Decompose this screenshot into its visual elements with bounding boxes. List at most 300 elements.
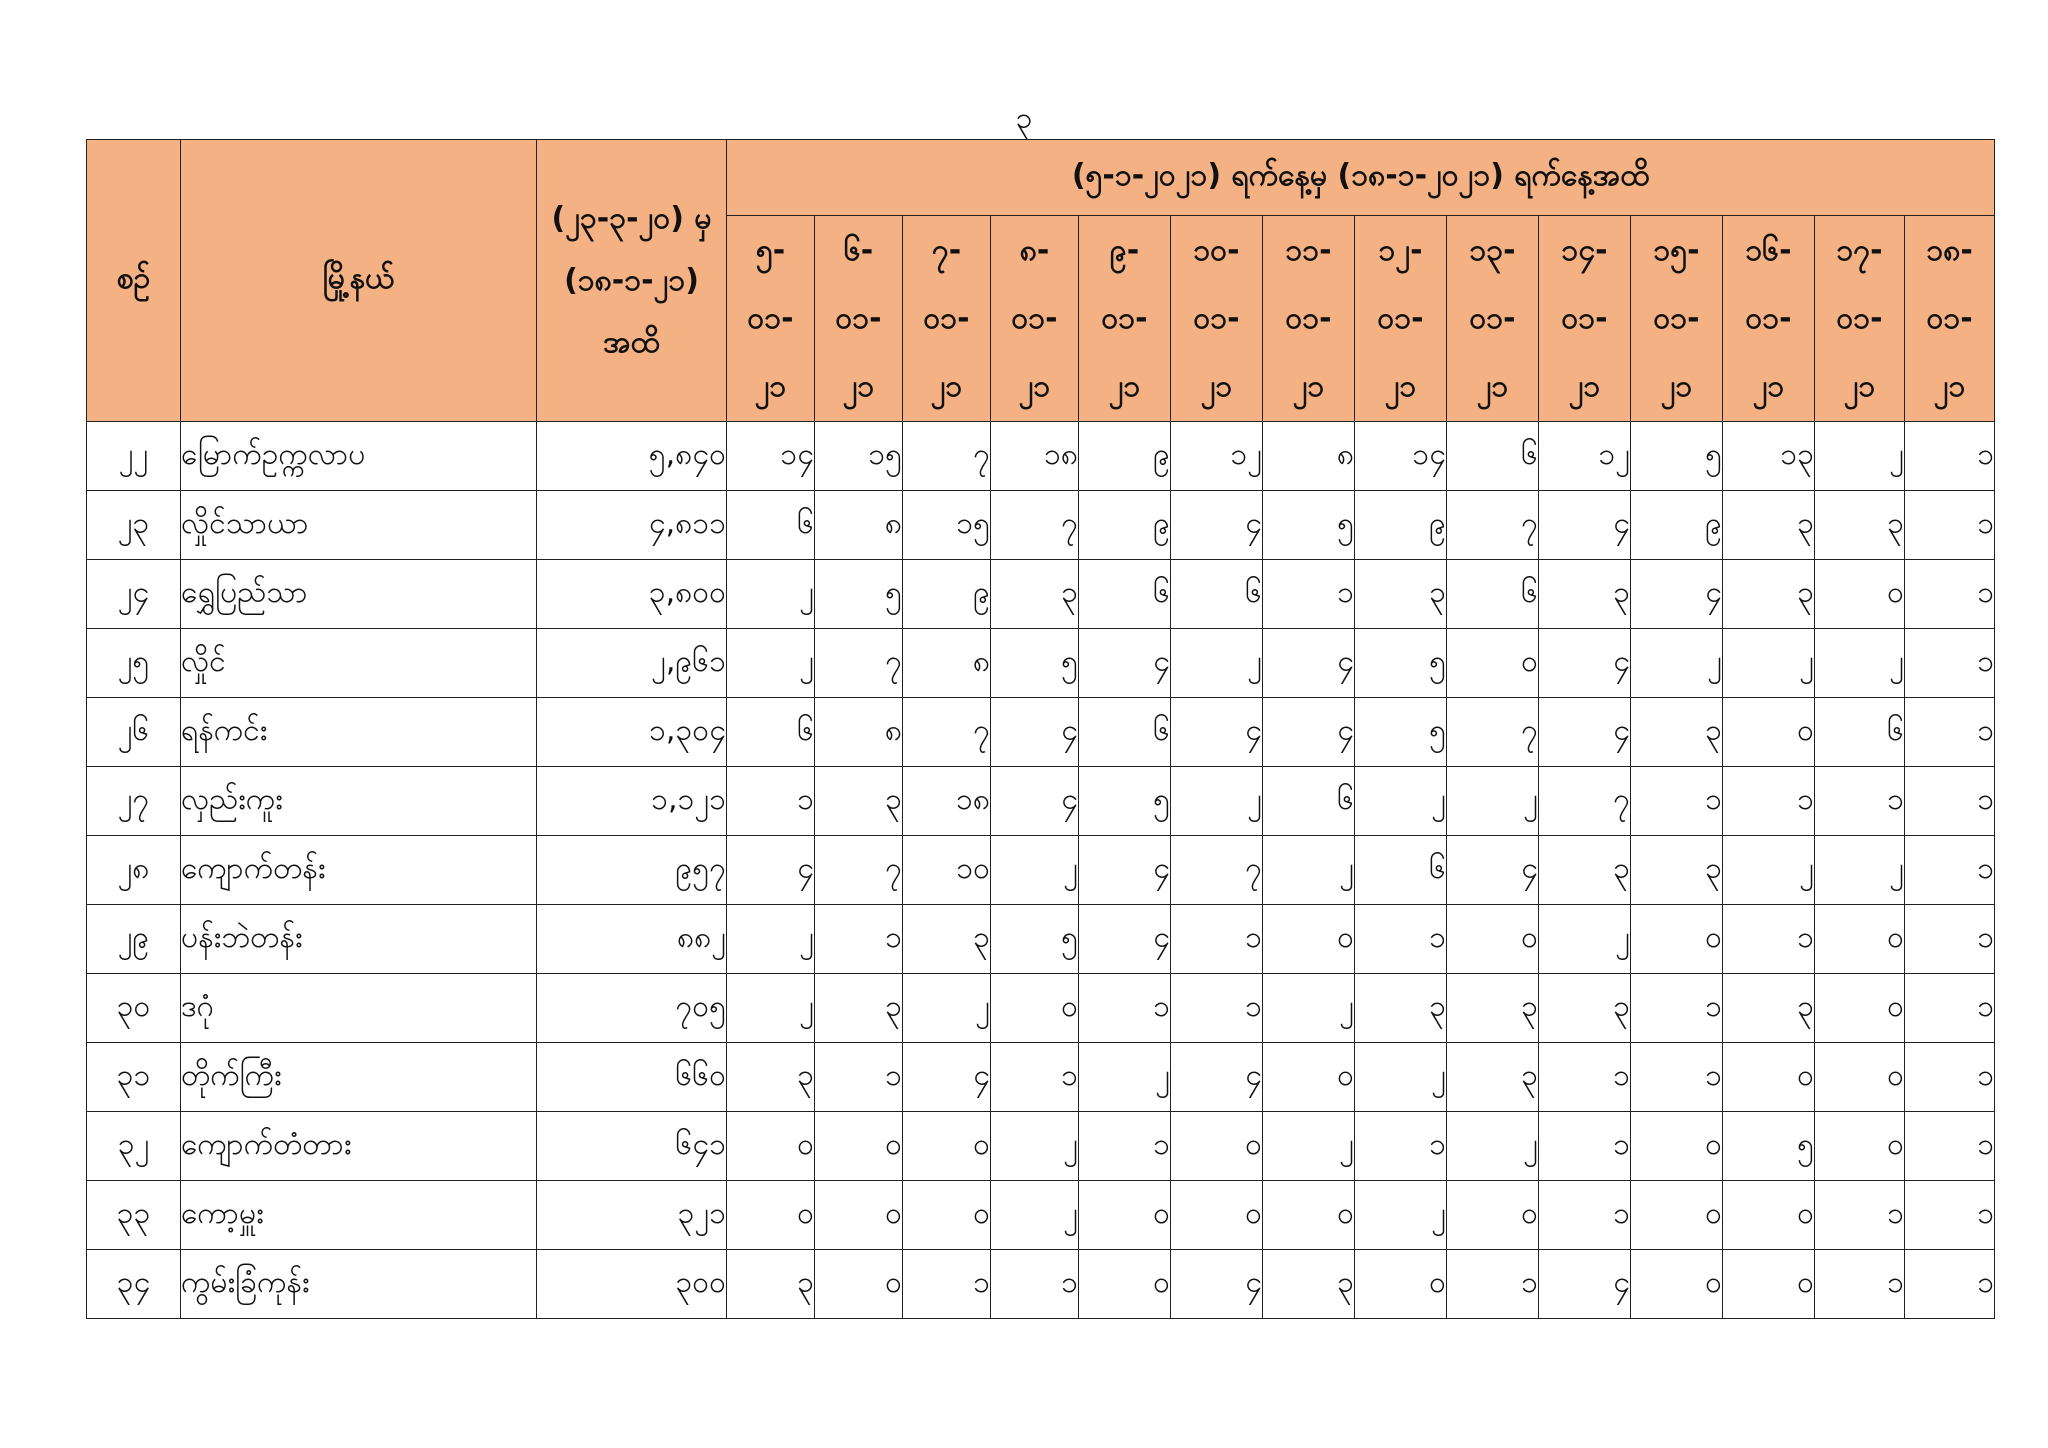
row-daily-value: ၀ bbox=[727, 1181, 815, 1250]
row-daily-value: ၇ bbox=[1539, 767, 1631, 836]
row-daily-value: ၂ bbox=[727, 560, 815, 629]
row-daily-value: ၃ bbox=[903, 905, 991, 974]
row-daily-value: ၀ bbox=[1723, 1181, 1815, 1250]
row-daily-value: ၁ bbox=[727, 767, 815, 836]
row-daily-value: ၃ bbox=[1815, 491, 1905, 560]
row-daily-value: ၀ bbox=[1631, 1112, 1723, 1181]
row-daily-value: ၁၄ bbox=[1355, 422, 1447, 491]
row-daily-value: ၇ bbox=[1447, 698, 1539, 767]
row-daily-value: ၀ bbox=[1723, 698, 1815, 767]
row-daily-value: ၄ bbox=[1171, 1043, 1263, 1112]
row-daily-value: ၅ bbox=[991, 629, 1079, 698]
header-date-part: ၂၁ bbox=[1384, 368, 1417, 404]
row-daily-value: ၃ bbox=[1539, 974, 1631, 1043]
header-date-part: ၀၁- bbox=[1101, 300, 1148, 336]
row-daily-value: ၃ bbox=[815, 767, 903, 836]
row-serial: ၂၈ bbox=[87, 836, 181, 905]
row-daily-value: ၄ bbox=[1171, 491, 1263, 560]
header-date-part: ၇- bbox=[931, 232, 962, 268]
row-daily-value: ၄ bbox=[903, 1043, 991, 1112]
row-daily-value: ၆ bbox=[1815, 698, 1905, 767]
row-total: ၉၅၇ bbox=[537, 836, 727, 905]
header-total-line1: (၂၃-၃-၂၀) မှ bbox=[551, 200, 712, 236]
row-daily-value: ၁ bbox=[991, 1043, 1079, 1112]
header-date-part: ၁၇- bbox=[1836, 232, 1883, 268]
row-daily-value: ၀ bbox=[1079, 1250, 1171, 1319]
row-daily-value: ၁ bbox=[1539, 1043, 1631, 1112]
row-daily-value: ၅ bbox=[1723, 1112, 1815, 1181]
row-total: ၄,၈၁၁ bbox=[537, 491, 727, 560]
row-daily-value: ၉ bbox=[903, 560, 991, 629]
row-daily-value: ၅ bbox=[1355, 629, 1447, 698]
row-daily-value: ၀ bbox=[1815, 905, 1905, 974]
row-daily-value: ၂ bbox=[991, 836, 1079, 905]
row-daily-value: ၀ bbox=[1171, 1181, 1263, 1250]
table-row bbox=[87, 1112, 1995, 1181]
row-daily-value: ၂ bbox=[991, 1112, 1079, 1181]
row-daily-value: ၃ bbox=[727, 1250, 815, 1319]
row-serial: ၂၉ bbox=[87, 905, 181, 974]
row-daily-value: ၀ bbox=[1447, 1181, 1539, 1250]
row-daily-value: ၀ bbox=[991, 974, 1079, 1043]
row-total: ၁,၁၂၁ bbox=[537, 767, 727, 836]
header-date bbox=[1539, 216, 1631, 422]
row-township: မြောက်ဥက္ကလာပ bbox=[181, 422, 537, 491]
row-daily-value: ၉ bbox=[1631, 491, 1723, 560]
row-daily-value: ၄ bbox=[727, 836, 815, 905]
table-row bbox=[87, 560, 1995, 629]
row-daily-value: ၀ bbox=[1815, 974, 1905, 1043]
row-daily-value: ၄ bbox=[991, 767, 1079, 836]
table-body bbox=[87, 422, 1995, 1319]
row-township: ကော့မှူး bbox=[181, 1181, 537, 1250]
header-date bbox=[903, 216, 991, 422]
row-daily-value: ၂ bbox=[1263, 836, 1355, 905]
row-daily-value: ၈ bbox=[903, 629, 991, 698]
row-daily-value: ၁ bbox=[1905, 767, 1995, 836]
header-date-part: ၉- bbox=[1109, 232, 1140, 268]
row-daily-value: ၁ bbox=[1815, 767, 1905, 836]
row-daily-value: ၃ bbox=[1539, 560, 1631, 629]
row-daily-value: ၃ bbox=[1447, 1043, 1539, 1112]
row-daily-value: ၁ bbox=[1355, 905, 1447, 974]
row-daily-value: ၁ bbox=[1905, 905, 1995, 974]
row-daily-value: ၃ bbox=[1631, 836, 1723, 905]
row-daily-value: ၁ bbox=[1079, 974, 1171, 1043]
row-daily-value: ၂ bbox=[1355, 1043, 1447, 1112]
row-daily-value: ၁ bbox=[1631, 1043, 1723, 1112]
row-daily-value: ၁၈ bbox=[991, 422, 1079, 491]
header-date bbox=[1355, 216, 1447, 422]
row-daily-value: ၄ bbox=[1539, 491, 1631, 560]
page-number: ၃ bbox=[1015, 101, 1033, 136]
row-daily-value: ၉ bbox=[1079, 491, 1171, 560]
row-daily-value: ၁ bbox=[1905, 629, 1995, 698]
header-date-part: ၀၁- bbox=[1653, 300, 1700, 336]
header-date-part: ၁၆- bbox=[1745, 232, 1792, 268]
row-daily-value: ၆ bbox=[1355, 836, 1447, 905]
row-daily-value: ၉ bbox=[1079, 422, 1171, 491]
header-date-part: ၂၁ bbox=[1200, 368, 1233, 404]
row-daily-value: ၁ bbox=[1905, 1043, 1995, 1112]
table-row bbox=[87, 698, 1995, 767]
row-daily-value: ၁ bbox=[1723, 905, 1815, 974]
row-daily-value: ၀ bbox=[727, 1112, 815, 1181]
row-daily-value: ၅ bbox=[815, 560, 903, 629]
row-daily-value: ၂ bbox=[1723, 629, 1815, 698]
row-daily-value: ၁ bbox=[815, 1043, 903, 1112]
row-daily-value: ၃ bbox=[1723, 491, 1815, 560]
row-daily-value: ၀ bbox=[1263, 1043, 1355, 1112]
row-daily-value: ၁ bbox=[903, 1250, 991, 1319]
table-row bbox=[87, 491, 1995, 560]
row-serial: ၃၁ bbox=[87, 1043, 181, 1112]
row-total: ၆၆၀ bbox=[537, 1043, 727, 1112]
row-daily-value: ၄ bbox=[991, 698, 1079, 767]
header-date-part: ၀၁- bbox=[1469, 300, 1516, 336]
header-date-part: ၂၁ bbox=[754, 368, 787, 404]
row-daily-value: ၄ bbox=[1539, 1250, 1631, 1319]
header-serial: စဉ် bbox=[87, 140, 181, 422]
row-daily-value: ၁၂ bbox=[1171, 422, 1263, 491]
row-daily-value: ၄ bbox=[1539, 698, 1631, 767]
row-daily-value: ၀ bbox=[1631, 1250, 1723, 1319]
row-township: ဒဂုံ bbox=[181, 974, 537, 1043]
row-daily-value: ၅ bbox=[1079, 767, 1171, 836]
row-serial: ၃၂ bbox=[87, 1112, 181, 1181]
row-daily-value: ၀ bbox=[1815, 1043, 1905, 1112]
row-township: ကျောက်တန်း bbox=[181, 836, 537, 905]
header-date-part: ၀၁- bbox=[1561, 300, 1608, 336]
row-daily-value: ၆ bbox=[1079, 560, 1171, 629]
row-daily-value: ၈ bbox=[815, 491, 903, 560]
row-daily-value: ၃ bbox=[1631, 698, 1723, 767]
row-daily-value: ၂ bbox=[1263, 1112, 1355, 1181]
row-total: ၅,၈၄၀ bbox=[537, 422, 727, 491]
row-daily-value: ၁ bbox=[1905, 698, 1995, 767]
header-date-range: (၅-၁-၂၀၂၁) ရက်နေ့မှ (၁၈-၁-၂၀၂၁) ရက်နေ့အထိ bbox=[727, 140, 1995, 216]
row-daily-value: ၂ bbox=[1447, 1112, 1539, 1181]
row-daily-value: ၂ bbox=[727, 629, 815, 698]
row-daily-value: ၄ bbox=[1447, 836, 1539, 905]
row-daily-value: ၅ bbox=[1263, 491, 1355, 560]
row-daily-value: ၁ bbox=[1905, 1250, 1995, 1319]
row-daily-value: ၁ bbox=[991, 1250, 1079, 1319]
row-daily-value: ၂ bbox=[1263, 974, 1355, 1043]
header-date-part: ၀၁- bbox=[1193, 300, 1240, 336]
header-date-part: ၂၁ bbox=[842, 368, 875, 404]
row-total: ၇၀၅ bbox=[537, 974, 727, 1043]
row-daily-value: ၂ bbox=[991, 1181, 1079, 1250]
header-date bbox=[727, 216, 815, 422]
row-daily-value: ၅ bbox=[1631, 422, 1723, 491]
row-daily-value: ၁ bbox=[1631, 767, 1723, 836]
header-date-part: ၅- bbox=[755, 232, 786, 268]
row-township: ကွမ်းခြံကုန်း bbox=[181, 1250, 537, 1319]
row-daily-value: ၁ bbox=[1355, 1112, 1447, 1181]
row-daily-value: ၂ bbox=[903, 974, 991, 1043]
row-daily-value: ၀ bbox=[1171, 1112, 1263, 1181]
row-daily-value: ၆ bbox=[1079, 698, 1171, 767]
header-date-part: ၁၀- bbox=[1193, 232, 1240, 268]
row-township: ကျောက်တံတား bbox=[181, 1112, 537, 1181]
row-daily-value: ၀ bbox=[1447, 629, 1539, 698]
row-daily-value: ၂ bbox=[1815, 422, 1905, 491]
row-daily-value: ၁ bbox=[1447, 1250, 1539, 1319]
header-date-part: ၂၁ bbox=[930, 368, 963, 404]
row-daily-value: ၁၂ bbox=[1539, 422, 1631, 491]
row-daily-value: ၉ bbox=[1355, 491, 1447, 560]
table-row bbox=[87, 974, 1995, 1043]
row-daily-value: ၁၄ bbox=[727, 422, 815, 491]
table-row bbox=[87, 767, 1995, 836]
row-township: ရန်ကင်း bbox=[181, 698, 537, 767]
row-daily-value: ၁ bbox=[1539, 1112, 1631, 1181]
header-total bbox=[537, 140, 727, 422]
row-serial: ၂၄ bbox=[87, 560, 181, 629]
row-daily-value: ၀ bbox=[1723, 1250, 1815, 1319]
row-daily-value: ၆ bbox=[727, 698, 815, 767]
row-daily-value: ၄ bbox=[1539, 629, 1631, 698]
header-date-part: ၂၁ bbox=[1108, 368, 1141, 404]
row-daily-value: ၁ bbox=[1905, 491, 1995, 560]
table-row bbox=[87, 629, 1995, 698]
row-daily-value: ၀ bbox=[1815, 1112, 1905, 1181]
header-date-part: ၁၄- bbox=[1561, 232, 1608, 268]
row-daily-value: ၆ bbox=[1447, 422, 1539, 491]
header-date-part: ၂၁ bbox=[1843, 368, 1876, 404]
header-date bbox=[991, 216, 1079, 422]
header-date-part: ၀၁- bbox=[1745, 300, 1792, 336]
row-daily-value: ၀ bbox=[1263, 905, 1355, 974]
row-daily-value: ၄ bbox=[1079, 629, 1171, 698]
header-date bbox=[815, 216, 903, 422]
row-daily-value: ၂ bbox=[1815, 629, 1905, 698]
header-date-part: ၈- bbox=[1019, 232, 1050, 268]
row-daily-value: ၇ bbox=[903, 422, 991, 491]
row-daily-value: ၀ bbox=[1355, 1250, 1447, 1319]
header-date bbox=[1723, 216, 1815, 422]
row-daily-value: ၂ bbox=[1355, 1181, 1447, 1250]
row-daily-value: ၁ bbox=[1815, 1181, 1905, 1250]
row-township: ရွှေပြည်သာ bbox=[181, 560, 537, 629]
header-date-part: ၂၁ bbox=[1018, 368, 1051, 404]
row-daily-value: ၂ bbox=[1447, 767, 1539, 836]
header-date bbox=[1079, 216, 1171, 422]
row-daily-value: ၁၅ bbox=[903, 491, 991, 560]
row-daily-value: ၁ bbox=[1905, 836, 1995, 905]
header-date-part: ၁၅- bbox=[1653, 232, 1700, 268]
row-daily-value: ၀ bbox=[1447, 905, 1539, 974]
header-date-part: ၆- bbox=[843, 232, 874, 268]
row-daily-value: ၃ bbox=[1447, 974, 1539, 1043]
row-total: ၂,၉၆၁ bbox=[537, 629, 727, 698]
row-daily-value: ၀ bbox=[815, 1250, 903, 1319]
row-daily-value: ၂ bbox=[1631, 629, 1723, 698]
header-date-part: ၀၁- bbox=[1285, 300, 1332, 336]
header-date-part: ၀၁- bbox=[747, 300, 794, 336]
row-serial: ၂၃ bbox=[87, 491, 181, 560]
row-serial: ၂၅ bbox=[87, 629, 181, 698]
row-daily-value: ၁ bbox=[1263, 560, 1355, 629]
row-daily-value: ၃ bbox=[1263, 1250, 1355, 1319]
header-date-part: ၂၁ bbox=[1292, 368, 1325, 404]
row-daily-value: ၁၈ bbox=[903, 767, 991, 836]
row-daily-value: ၄ bbox=[1631, 560, 1723, 629]
row-daily-value: ၁ bbox=[1079, 1112, 1171, 1181]
row-daily-value: ၄ bbox=[1079, 905, 1171, 974]
row-daily-value: ၁၃ bbox=[1723, 422, 1815, 491]
header-date-part: ၂၁ bbox=[1933, 368, 1966, 404]
daily-cases-table bbox=[86, 139, 1995, 1319]
row-daily-value: ၁၀ bbox=[903, 836, 991, 905]
row-daily-value: ၅ bbox=[1355, 698, 1447, 767]
header-total-line3: အထိ bbox=[603, 324, 660, 360]
row-serial: ၂၇ bbox=[87, 767, 181, 836]
row-daily-value: ၂ bbox=[1539, 905, 1631, 974]
row-township: လှိုင် bbox=[181, 629, 537, 698]
row-daily-value: ၀ bbox=[903, 1112, 991, 1181]
row-daily-value: ၈ bbox=[1263, 422, 1355, 491]
row-daily-value: ၄ bbox=[1263, 629, 1355, 698]
row-serial: ၂၆ bbox=[87, 698, 181, 767]
row-daily-value: ၁ bbox=[1905, 974, 1995, 1043]
row-daily-value: ၇ bbox=[815, 629, 903, 698]
header-date-part: ၁၂- bbox=[1378, 232, 1423, 268]
row-daily-value: ၁ bbox=[1905, 560, 1995, 629]
row-daily-value: ၂ bbox=[1079, 1043, 1171, 1112]
row-daily-value: ၂ bbox=[727, 974, 815, 1043]
row-daily-value: ၅ bbox=[991, 905, 1079, 974]
row-daily-value: ၀ bbox=[903, 1181, 991, 1250]
header-date bbox=[1905, 216, 1995, 422]
row-daily-value: ၂ bbox=[1355, 767, 1447, 836]
header-date bbox=[1447, 216, 1539, 422]
header-date-part: ၀၁- bbox=[835, 300, 882, 336]
row-daily-value: ၀ bbox=[1079, 1181, 1171, 1250]
header-date-part: ၁၈- bbox=[1926, 232, 1973, 268]
header-date bbox=[1631, 216, 1723, 422]
row-daily-value: ၀ bbox=[815, 1181, 903, 1250]
row-daily-value: ၁ bbox=[1905, 1112, 1995, 1181]
header-date-part: ၂၁ bbox=[1476, 368, 1509, 404]
header-date-part: ၀၁- bbox=[923, 300, 970, 336]
row-daily-value: ၁ bbox=[815, 905, 903, 974]
row-daily-value: ၆ bbox=[1447, 560, 1539, 629]
row-daily-value: ၃ bbox=[1723, 974, 1815, 1043]
header-date-part: ၁၃- bbox=[1469, 232, 1516, 268]
row-daily-value: ၀ bbox=[1723, 1043, 1815, 1112]
table-row bbox=[87, 836, 1995, 905]
header-date-part: ၀၁- bbox=[1926, 300, 1973, 336]
header-date bbox=[1171, 216, 1263, 422]
row-daily-value: ၄ bbox=[1171, 698, 1263, 767]
row-daily-value: ၀ bbox=[1815, 560, 1905, 629]
row-daily-value: ၁ bbox=[1631, 974, 1723, 1043]
header-township: မြို့နယ် bbox=[181, 140, 537, 422]
row-daily-value: ၂ bbox=[1171, 629, 1263, 698]
row-daily-value: ၄ bbox=[1263, 698, 1355, 767]
row-daily-value: ၄ bbox=[1079, 836, 1171, 905]
row-daily-value: ၁ bbox=[1171, 905, 1263, 974]
row-daily-value: ၁ bbox=[1171, 974, 1263, 1043]
row-daily-value: ၃ bbox=[815, 974, 903, 1043]
table-row bbox=[87, 1043, 1995, 1112]
row-daily-value: ၀ bbox=[1263, 1181, 1355, 1250]
row-township: လှိုင်သာယာ bbox=[181, 491, 537, 560]
header-date-part: ၀၁- bbox=[1836, 300, 1883, 336]
table-row bbox=[87, 905, 1995, 974]
header-date-part: ၂၁ bbox=[1568, 368, 1601, 404]
table-row bbox=[87, 1250, 1995, 1319]
row-daily-value: ၃ bbox=[1355, 974, 1447, 1043]
row-daily-value: ၂ bbox=[1723, 836, 1815, 905]
row-daily-value: ၁ bbox=[1905, 422, 1995, 491]
row-daily-value: ၀ bbox=[815, 1112, 903, 1181]
row-daily-value: ၀ bbox=[1631, 905, 1723, 974]
row-serial: ၃၄ bbox=[87, 1250, 181, 1319]
row-township: တိုက်ကြီး bbox=[181, 1043, 537, 1112]
header-date-part: ၂၁ bbox=[1660, 368, 1693, 404]
row-daily-value: ၂ bbox=[1815, 836, 1905, 905]
header-date bbox=[1815, 216, 1905, 422]
row-daily-value: ၃ bbox=[727, 1043, 815, 1112]
row-daily-value: ၀ bbox=[1631, 1181, 1723, 1250]
row-daily-value: ၁ bbox=[1723, 767, 1815, 836]
header-date-part: ၀၁- bbox=[1377, 300, 1424, 336]
row-daily-value: ၇ bbox=[1447, 491, 1539, 560]
row-township: လှည်းကူး bbox=[181, 767, 537, 836]
row-daily-value: ၇ bbox=[1171, 836, 1263, 905]
row-total: ၁,၃၀၄ bbox=[537, 698, 727, 767]
row-daily-value: ၃ bbox=[1355, 560, 1447, 629]
header-date-part: ၁၁- bbox=[1285, 232, 1332, 268]
row-total: ၃,၈၀၀ bbox=[537, 560, 727, 629]
header-date-part: ၀၁- bbox=[1011, 300, 1058, 336]
row-serial: ၃၀ bbox=[87, 974, 181, 1043]
row-serial: ၂၂ bbox=[87, 422, 181, 491]
header-total-line2: (၁၈-၁-၂၁) bbox=[564, 262, 699, 298]
header-date bbox=[1263, 216, 1355, 422]
row-daily-value: ၁ bbox=[1905, 1181, 1995, 1250]
row-daily-value: ၁၅ bbox=[815, 422, 903, 491]
row-daily-value: ၁ bbox=[1815, 1250, 1905, 1319]
row-daily-value: ၈ bbox=[815, 698, 903, 767]
row-total: ၆၄၁ bbox=[537, 1112, 727, 1181]
row-daily-value: ၆ bbox=[1263, 767, 1355, 836]
row-total: ၈၈၂ bbox=[537, 905, 727, 974]
table-row bbox=[87, 1181, 1995, 1250]
row-daily-value: ၇ bbox=[815, 836, 903, 905]
row-daily-value: ၁ bbox=[1539, 1181, 1631, 1250]
row-township: ပန်းဘဲတန်း bbox=[181, 905, 537, 974]
row-daily-value: ၂ bbox=[1171, 767, 1263, 836]
table-row bbox=[87, 422, 1995, 491]
row-daily-value: ၃ bbox=[1723, 560, 1815, 629]
row-daily-value: ၆ bbox=[1171, 560, 1263, 629]
row-total: ၃၀၀ bbox=[537, 1250, 727, 1319]
row-daily-value: ၂ bbox=[727, 905, 815, 974]
row-daily-value: ၃ bbox=[1539, 836, 1631, 905]
row-daily-value: ၇ bbox=[991, 491, 1079, 560]
row-daily-value: ၆ bbox=[727, 491, 815, 560]
row-daily-value: ၃ bbox=[991, 560, 1079, 629]
row-daily-value: ၄ bbox=[1171, 1250, 1263, 1319]
row-serial: ၃၃ bbox=[87, 1181, 181, 1250]
header-date-part: ၂၁ bbox=[1752, 368, 1785, 404]
row-total: ၃၂၁ bbox=[537, 1181, 727, 1250]
row-daily-value: ၇ bbox=[903, 698, 991, 767]
